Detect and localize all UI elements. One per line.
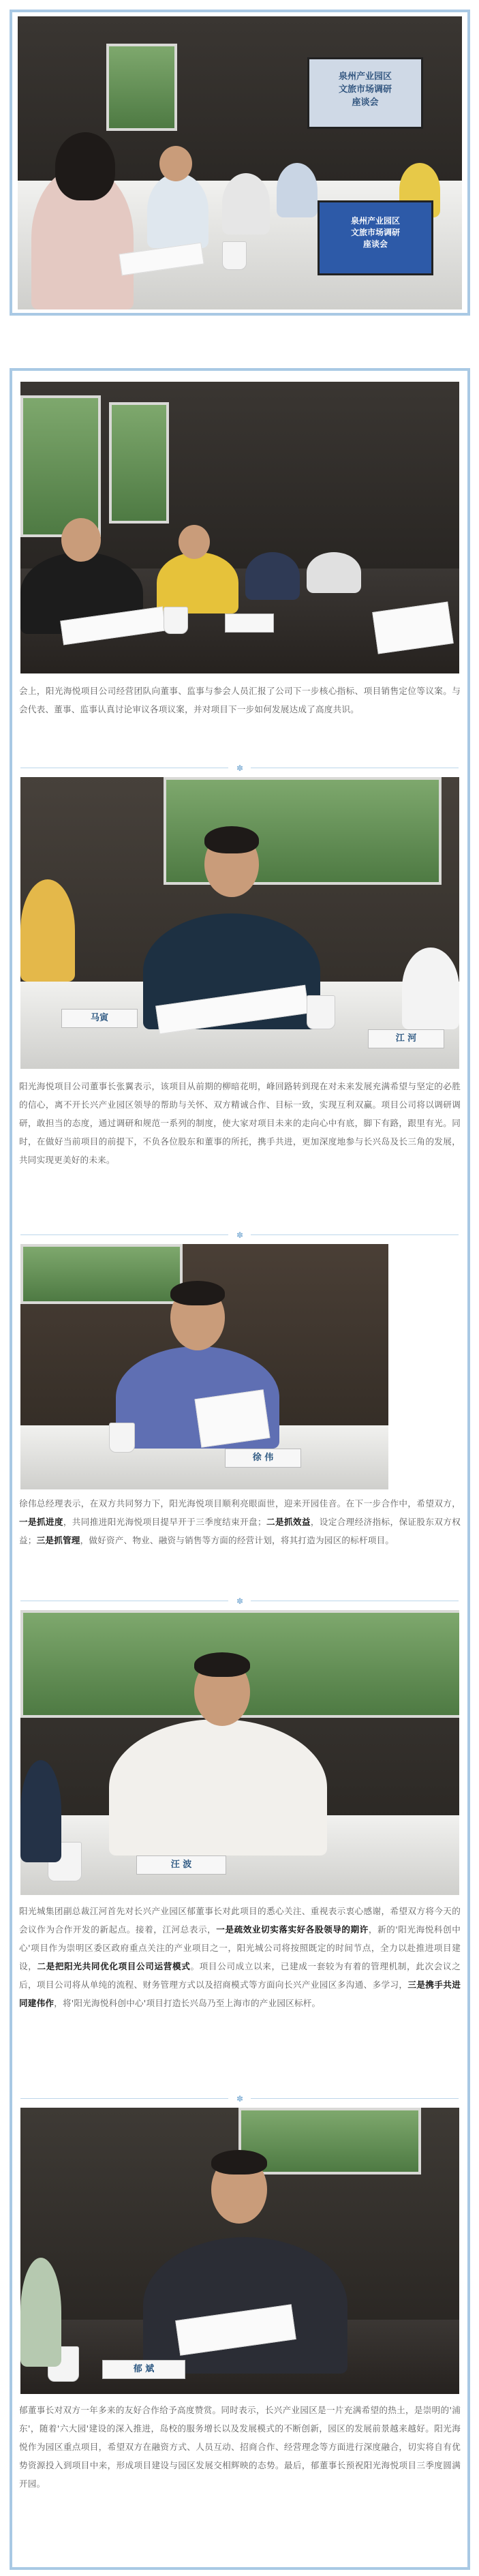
nameplate-4: 汪 波 [136, 1855, 226, 1875]
divider-icon: ✽ [236, 763, 244, 773]
laptop-screen: 泉州产业园区 文旅市场调研 座谈会 [318, 200, 433, 275]
nameplate-2: 江 河 [368, 1029, 444, 1048]
meeting-photo-4 [20, 1244, 388, 1489]
section-divider [0, 1596, 479, 1606]
meeting-photo-5 [20, 1610, 459, 1895]
paragraph-3: 徐伟总经理表示，在双方共同努力下，阳光海悦项目顺利亮眼面世，迎来开园佳音。在下一步合作中，希望双方，一是抓进度，共同推进阳光海悦项目提早开于三季度结束开盘；二是抓效益，设定合理经济指标，保证股东双方权益；三是抓管理，做好资产、物业、融资与销售等方面的经营计划，将其打造为园区的标杆项目。 [19, 1498, 461, 1545]
meeting-photo-3 [20, 777, 459, 1069]
section-divider [0, 2094, 479, 2104]
nameplate-5: 郁 斌 [102, 2360, 185, 2379]
section-divider [0, 763, 479, 773]
meeting-photo-6 [20, 2108, 459, 2394]
nameplate-1: 马寅 [61, 1009, 138, 1028]
paragraph-4: 阳光城集团副总裁江河首先对长兴产业园区郁董事长对此项目的悉心关注、重视表示衷心感谢，希望双方将今天的会议作为合作开发的新起点。接着，江河总表示，一是疏效业切实落实好各股领导的期许，新的'阳光海悦科创中心'项目作为崇明区委区政府重点关注的产业项目之一，阳光城公司将按照既定的时间节点，全力以赴推进项目建设，二是把阳光共同优化项目公司运营模式。项目公司成立以来，已建成一套较为有着的管理机制，此次会议之后，项目公司将从单纯的流程、财务管理方式以及招商模式等方面向长兴产业园区多沟通、多学习，三是携手共进同建伟作，将'阳光海悦科创中心'项目打造长兴岛乃至上海市的产业园区标杆。 [19, 1906, 461, 2008]
section-divider [0, 1230, 479, 1240]
divider-icon: ✽ [236, 1230, 244, 1240]
paragraph-1: 会上，阳光海悦项目公司经营团队向董事、监事与参会人员汇报了公司下一步核心指标、项目销售定位等议案。与会代表、董事、监事认真讨论审议各项议案，并对项目下一步如何发展达成了高度共识。 [19, 686, 461, 714]
divider-icon: ✽ [236, 1596, 244, 1606]
paragraph-2: 阳光海悦项目公司董事长张翼表示，该项目从前期的柳暗花明，峰回路转到现在对未来发展充满希望与坚定的必胜的信心，离不开长兴产业园区领导的帮助与关怀、双方精诚合作、目标一致，实现互利双赢。项目公司将以调研调研，敢担当的态度，通过调研和规范一系列的制度，使大家对项目未来的走向心中有底，脚下有路，跟里有光。同时，在做好当前项目的前提下，不负各位股东和董事的所托，携手共进，更加深度地参与长兴岛及长三角的发展，共同实现更美好的未来。 [19, 1081, 461, 1165]
paragraph-5: 郁董事长对双方一年多来的友好合作给予高度赞赏。同时表示，长兴产业园区是一片充满希望的热土，是崇明的'浦东'，随着'六大园'建设的深入推进，岛校的服务增长以及发展模式的不断创新，园区的发展前景越来越好。阳光海悦作为园区重点项目，希望双方在融资方式、人员互动、招商合作、经营理念等方面进行深度融合，切实将自有优势资源投入到项目中来，形成项目建设与园区发展交相辉映的态势。最后，郁董事长预祝阳光海悦项目三季度圆满开园。 [19, 2405, 461, 2489]
divider-icon: ✽ [236, 2094, 244, 2104]
nameplate-3: 徐 伟 [225, 1449, 301, 1468]
meeting-photo-2 [20, 382, 459, 673]
meeting-photo-1 [18, 16, 462, 309]
projector-screen: 泉州产业园区 文旅市场调研 座谈会 [307, 57, 423, 129]
